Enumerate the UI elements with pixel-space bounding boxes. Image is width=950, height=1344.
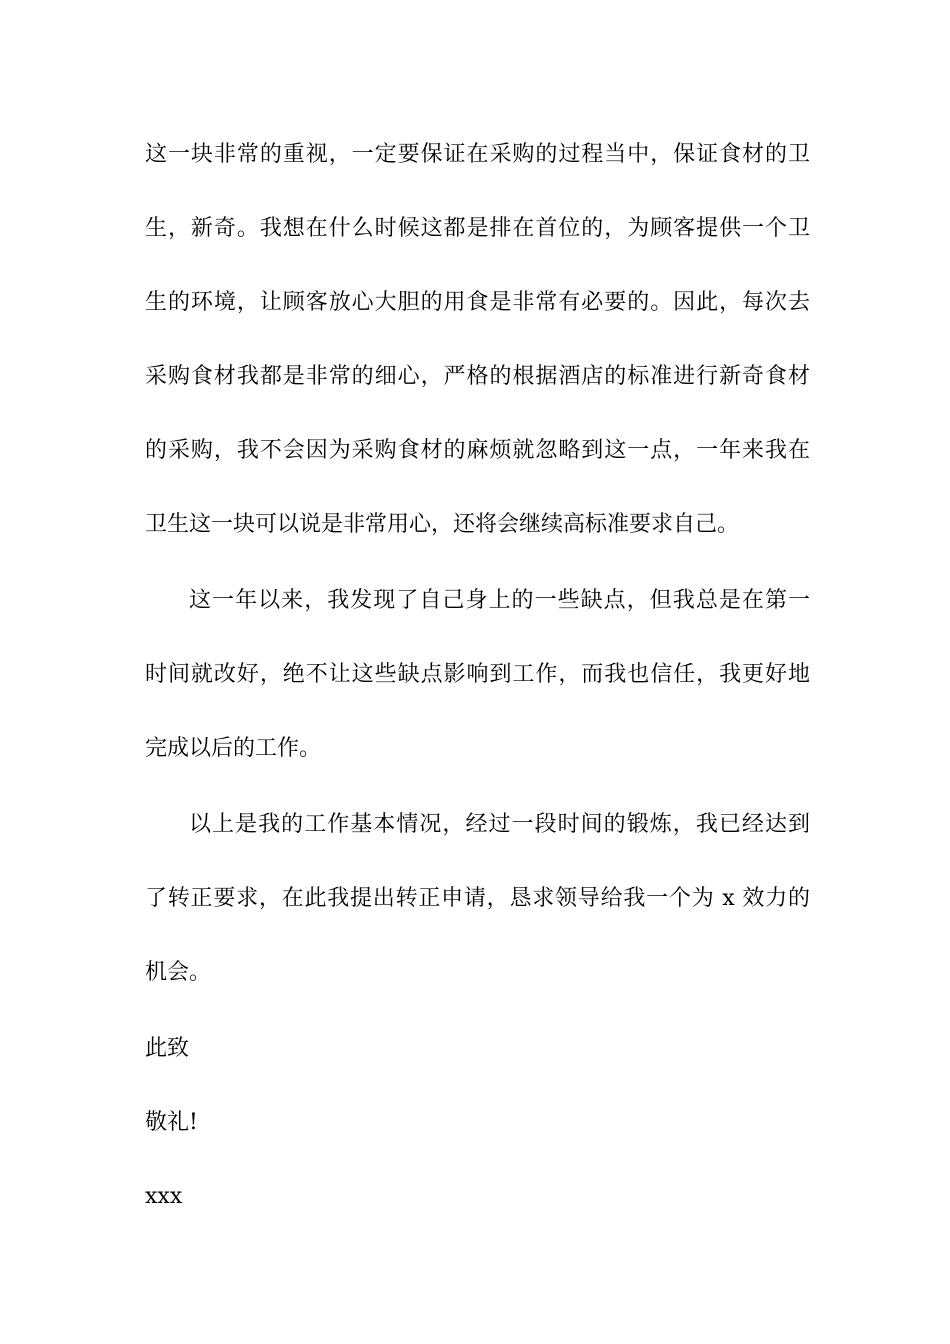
paragraph-1-line-5: 的采购，我不会因为采购食材的麻烦就忽略到这一点，一年来我在 [145, 438, 810, 463]
closing-salutation: 此致 [145, 1036, 190, 1061]
paragraph-1-line-6: 卫生这一块可以说是非常用心，还将会继续高标准要求自己。 [145, 512, 740, 537]
paragraph-3-line-3: 机会。 [145, 960, 212, 985]
paragraph-1-line-3: 生的环境，让顾客放心大胆的用食是非常有必要的。因此，每次去 [145, 290, 810, 315]
paragraph-2-line-3: 完成以后的工作。 [145, 736, 322, 761]
paragraph-2-line-1: 这一年以来，我发现了自己身上的一些缺点，但我总是在第一 [189, 588, 810, 613]
paragraph-1-line-2: 生，新奇。我想在什么时候这都是排在首位的，为顾客提供一个卫 [145, 216, 810, 241]
paragraph-1-line-4: 采购食材我都是非常的细心，严格的根据酒店的标准进行新奇食材 [145, 364, 810, 389]
paragraph-1-line-1: 这一块非常的重视，一定要保证在采购的过程当中，保证食材的卫 [145, 142, 810, 167]
paragraph-2-line-2: 时间就改好，绝不让这些缺点影响到工作，而我也信任，我更好地 [145, 662, 810, 687]
paragraph-3-line-2: 了转正要求，在此我提出转正申请，恳求领导给我一个为 x 效力的 [145, 886, 810, 911]
closing-regards: 敬礼! [145, 1110, 198, 1135]
signature-name: xxx [145, 1184, 183, 1209]
paragraph-3-line-1: 以上是我的工作基本情况，经过一段时间的锻炼，我已经达到 [189, 812, 810, 837]
